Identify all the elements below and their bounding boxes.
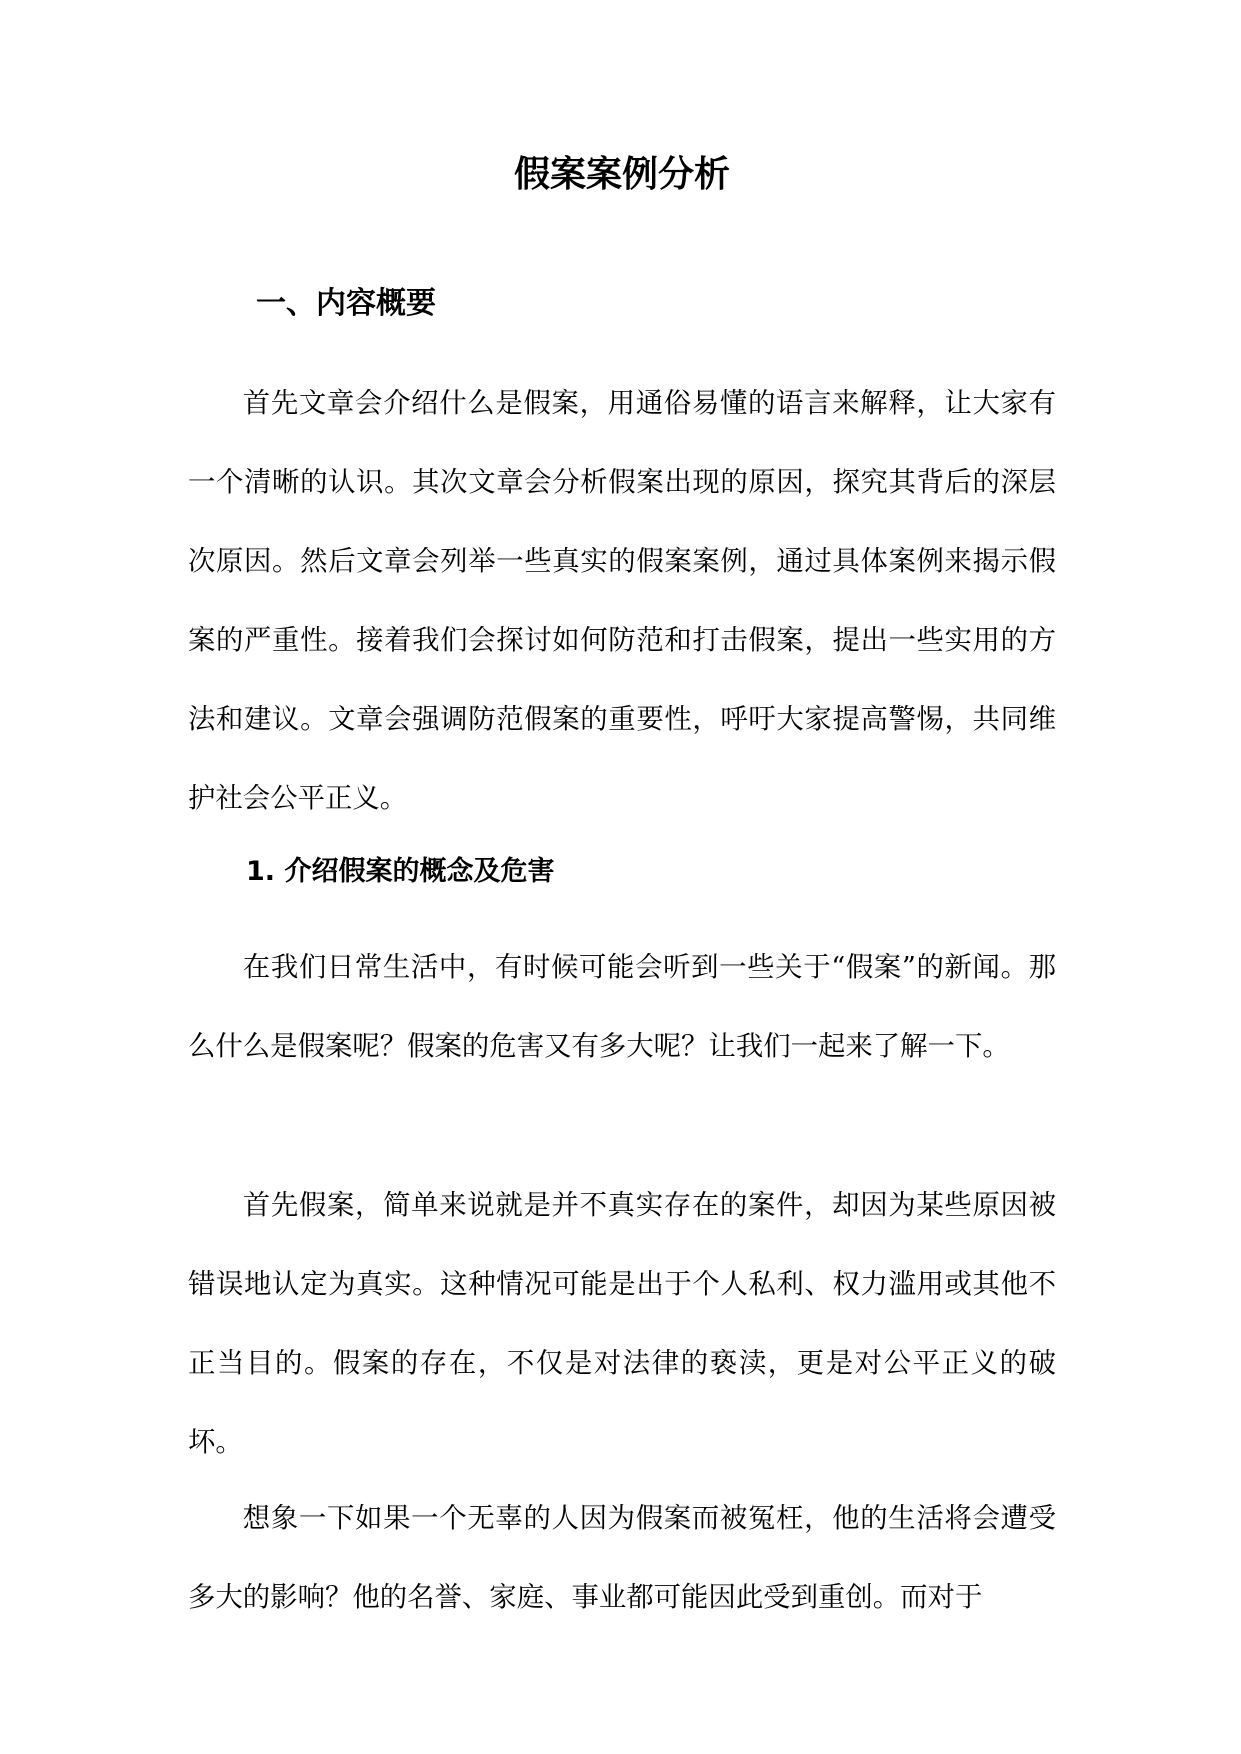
body-paragraph: 在我们日常生活中，有时候可能会听到一些关于“假案”的新闻。那么什么是假案呢？假案的危害又有多大呢？让我们一起来了解一下。 bbox=[188, 952, 1056, 1062]
section-heading-summary: 一、内容概要 bbox=[256, 286, 436, 321]
body-paragraph: 想象一下如果一个无辜的人因为假案而被冤枉，他的生活将会遭受多大的影响？他的名誉、家庭、事业都可能因此受到重创。而对于 bbox=[188, 1503, 1056, 1613]
body-paragraph: 首先假案，简单来说就是并不真实存在的案件，却因为某些原因被错误地认定为真实。这种情况可能是出于个人私利、权力滥用或其他不正当目的。假案的存在，不仅是对法律的亵渎，更是对公平正义的破坏。 bbox=[188, 1190, 1056, 1458]
subsection-heading-concept: 1. 介绍假案的概念及危害 bbox=[246, 856, 555, 887]
summary-paragraph: 首先文章会介绍什么是假案，用通俗易懂的语言来解释，让大家有一个清晰的认识。其次文章会分析假案出现的原因，探究其背后的深层次原因。然后文章会列举一些真实的假案案例，通过具体案例来揭示假案的严重性。接着我们会探讨如何防范和打击假案，提出一些实用的方法和建议。文章会强调防范假案的重要性，呼吁大家提高警惕，共同维护社会公平正义。 bbox=[188, 388, 1056, 814]
document-title: 假案案例分析 bbox=[513, 154, 730, 195]
